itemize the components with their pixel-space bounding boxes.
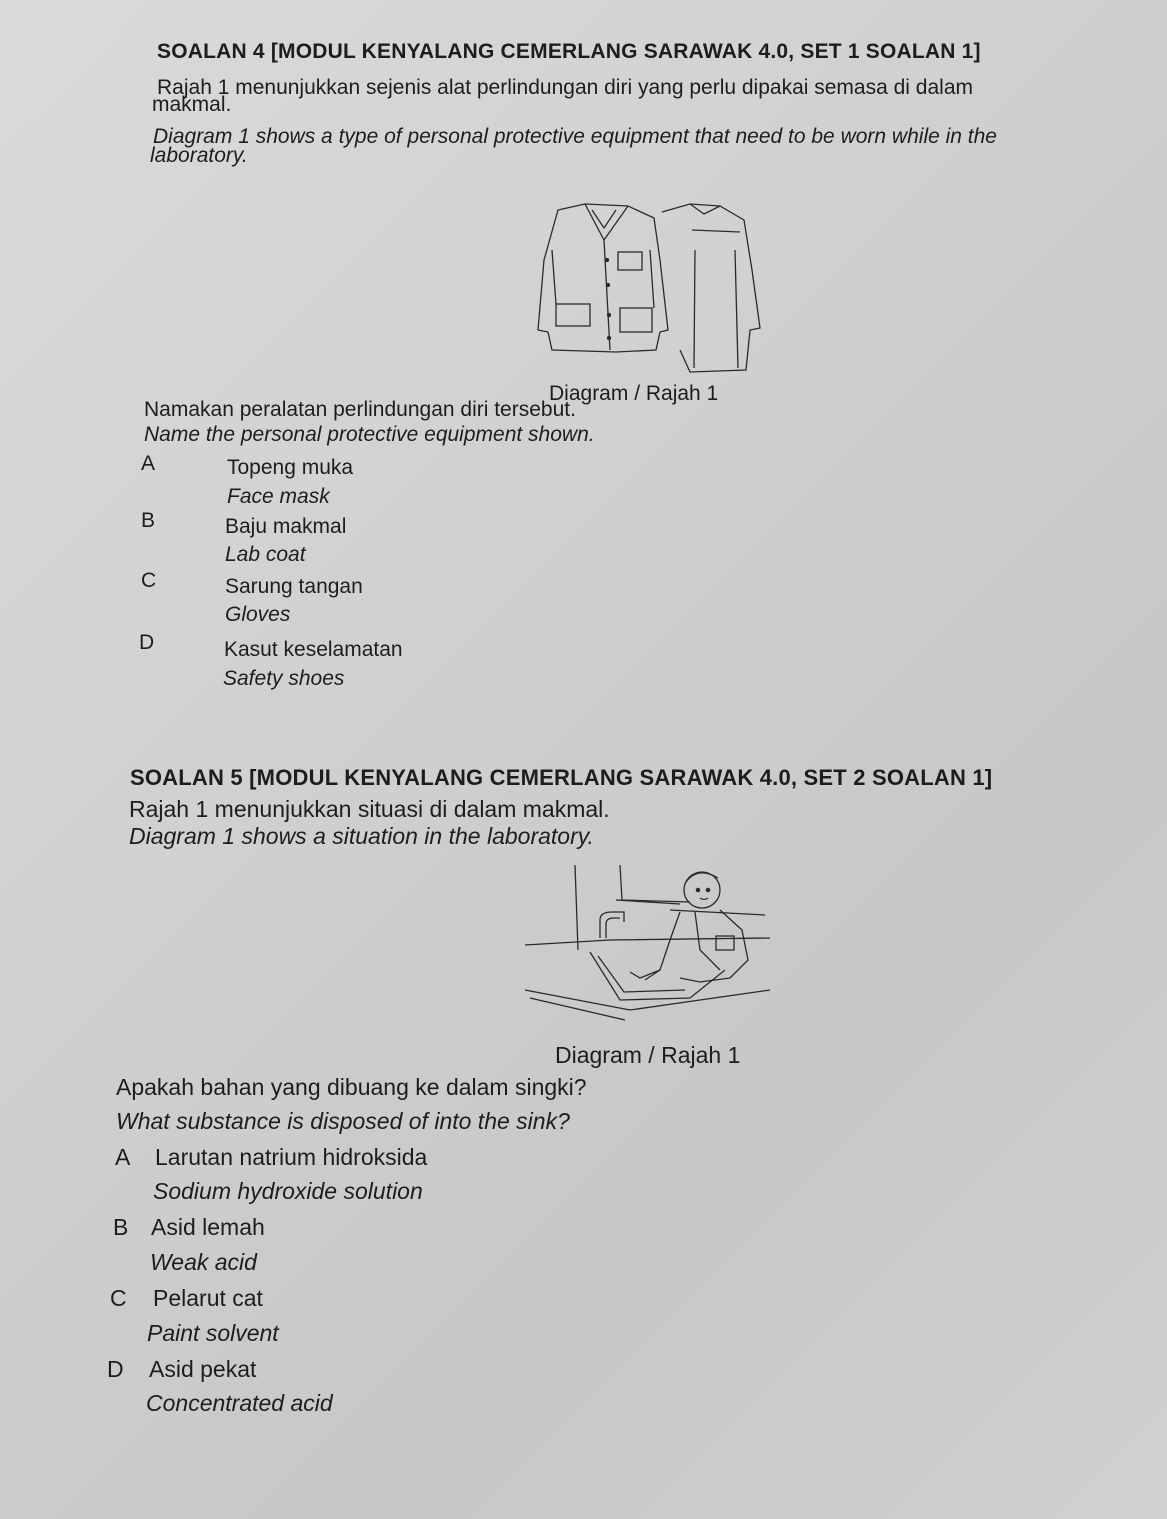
q5-question-en: What substance is disposed of into the sink?: [116, 1108, 570, 1134]
q5-question-ms: Apakah bahan yang dibuang ke dalam singki?: [116, 1074, 587, 1100]
q4-option-letter: B: [141, 509, 156, 532]
q5-option-en: Sodium hydroxide solution: [153, 1178, 423, 1204]
q5-option-ms: Asid pekat: [149, 1356, 257, 1382]
q5-title: SOALAN 5 [MODUL KENYALANG CEMERLANG SARAWAK 4.0, SET 2 SOALAN 1]: [130, 765, 993, 790]
q4-option-ms: Baju makmal: [225, 515, 347, 538]
q5-option-en: Concentrated acid: [146, 1390, 333, 1416]
q4-intro-en-line1: Diagram 1 shows a type of personal protective equipment that need to be worn while in the: [153, 125, 997, 148]
q5-intro-en: Diagram 1 shows a situation in the laboratory.: [129, 823, 594, 849]
q5-option-ms: Larutan natrium hidroksida: [155, 1144, 428, 1170]
q4-option-ms: Sarung tangan: [225, 575, 363, 598]
q5-intro-ms: Rajah 1 menunjukkan situasi di dalam makmal.: [129, 796, 610, 822]
q4-option-en: Gloves: [225, 603, 291, 626]
q4-intro-en-line2: laboratory.: [150, 144, 248, 167]
q4-option-letter: C: [141, 569, 157, 592]
q5-option-letter: B: [113, 1214, 129, 1240]
q5-option-letter: A: [115, 1144, 131, 1170]
q4-title: SOALAN 4 [MODUL KENYALANG CEMERLANG SARAWAK 4.0, SET 1 SOALAN 1]: [157, 40, 981, 63]
q4-option-ms: Topeng muka: [227, 456, 354, 479]
q4-option-en: Safety shoes: [223, 667, 345, 690]
q4-diagram-caption: Diagram / Rajah 1: [549, 382, 719, 405]
q4-intro-ms-line2: makmal.: [152, 93, 232, 116]
q4-option-letter: A: [141, 452, 156, 475]
sink-situation-diagram: [520, 860, 780, 1030]
q4-option-en: Lab coat: [225, 543, 306, 566]
q4-option-ms: Kasut keselamatan: [224, 638, 403, 661]
q5-option-ms: Asid lemah: [151, 1214, 265, 1240]
q4-question-en: Name the personal protective equipment shown.: [144, 423, 595, 446]
q5-option-en: Weak acid: [150, 1249, 257, 1275]
q4-question-ms: Namakan peralatan perlindungan diri tersebut.: [144, 398, 576, 421]
q5-option-letter: D: [107, 1356, 124, 1382]
q4-intro-ms-line1: Rajah 1 menunjukkan sejenis alat perlindungan diri yang perlu dipakai semasa di dalam: [157, 76, 973, 99]
lab-coat-diagram: [530, 200, 770, 385]
q5-option-en: Paint solvent: [147, 1320, 279, 1346]
q5-option-ms: Pelarut cat: [153, 1285, 263, 1311]
q4-option-en: Face mask: [227, 485, 330, 508]
q4-option-letter: D: [139, 631, 155, 654]
q5-diagram-caption: Diagram / Rajah 1: [555, 1042, 741, 1068]
q5-option-letter: C: [110, 1285, 127, 1311]
